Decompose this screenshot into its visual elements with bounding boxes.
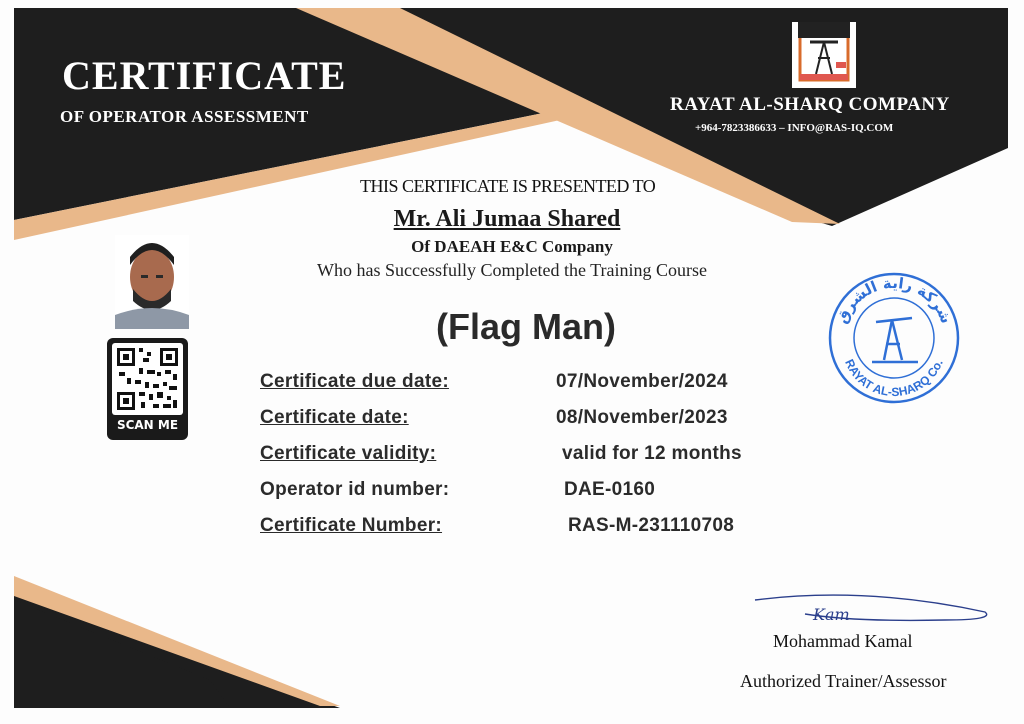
signature-text: Kam [813, 605, 850, 624]
detail-label-operator-id: Operator id number: [260, 479, 450, 500]
detail-value-certificate-date: 08/November/2023 [556, 407, 728, 428]
stamp-arabic-text: شركة راية الشرق [832, 273, 956, 327]
stamp-english-text: RAYAT AL-SHARQ Co. [842, 357, 946, 400]
detail-value-certificate-number: RAS-M-231110708 [568, 515, 735, 536]
detail-label-due-date: Certificate due date: [260, 371, 449, 392]
recipient-name: Mr. Ali Jumaa Shared [393, 206, 621, 232]
presented-line: THIS CERTIFICATE IS PRESENTED TO [360, 176, 656, 196]
signatory-name: Mohammad Kamal [773, 631, 913, 651]
scan-me-label: SCAN ME [116, 418, 179, 432]
detail-value-validity: valid for 12 months [562, 443, 742, 464]
detail-value-due-date: 07/November/2024 [556, 371, 728, 392]
detail-label-certificate-date: Certificate date: [260, 407, 409, 428]
detail-value-operator-id: DAE-0160 [564, 479, 656, 500]
company-name: RAYAT AL-SHARQ COMPANY [670, 94, 950, 115]
svg-text:شركة راية الشرق [833, 274, 956, 326]
company-contact: +964-7823386633 – INFO@RAS-IQ.COM [695, 122, 894, 134]
certificate-title: CERTIFICATE [62, 53, 347, 98]
operator-photo [115, 235, 189, 329]
signature-scribble [745, 590, 995, 630]
course-title: (Flag Man) [436, 306, 616, 347]
company-stamp-icon [826, 270, 962, 406]
detail-label-certificate-number: Certificate Number: [260, 515, 443, 536]
signatory-role: Authorized Trainer/Assessor [740, 671, 947, 691]
completed-line: Who has Successfully Completed the Training Course [317, 260, 707, 280]
detail-label-validity: Certificate validity: [260, 443, 437, 464]
company-logo-icon [792, 22, 856, 88]
certificate-subtitle: OF OPERATOR ASSESSMENT [60, 107, 309, 126]
recipient-org: Of DAEAH E&C Company [411, 237, 613, 256]
recipient-name-row [0, 206, 1024, 233]
